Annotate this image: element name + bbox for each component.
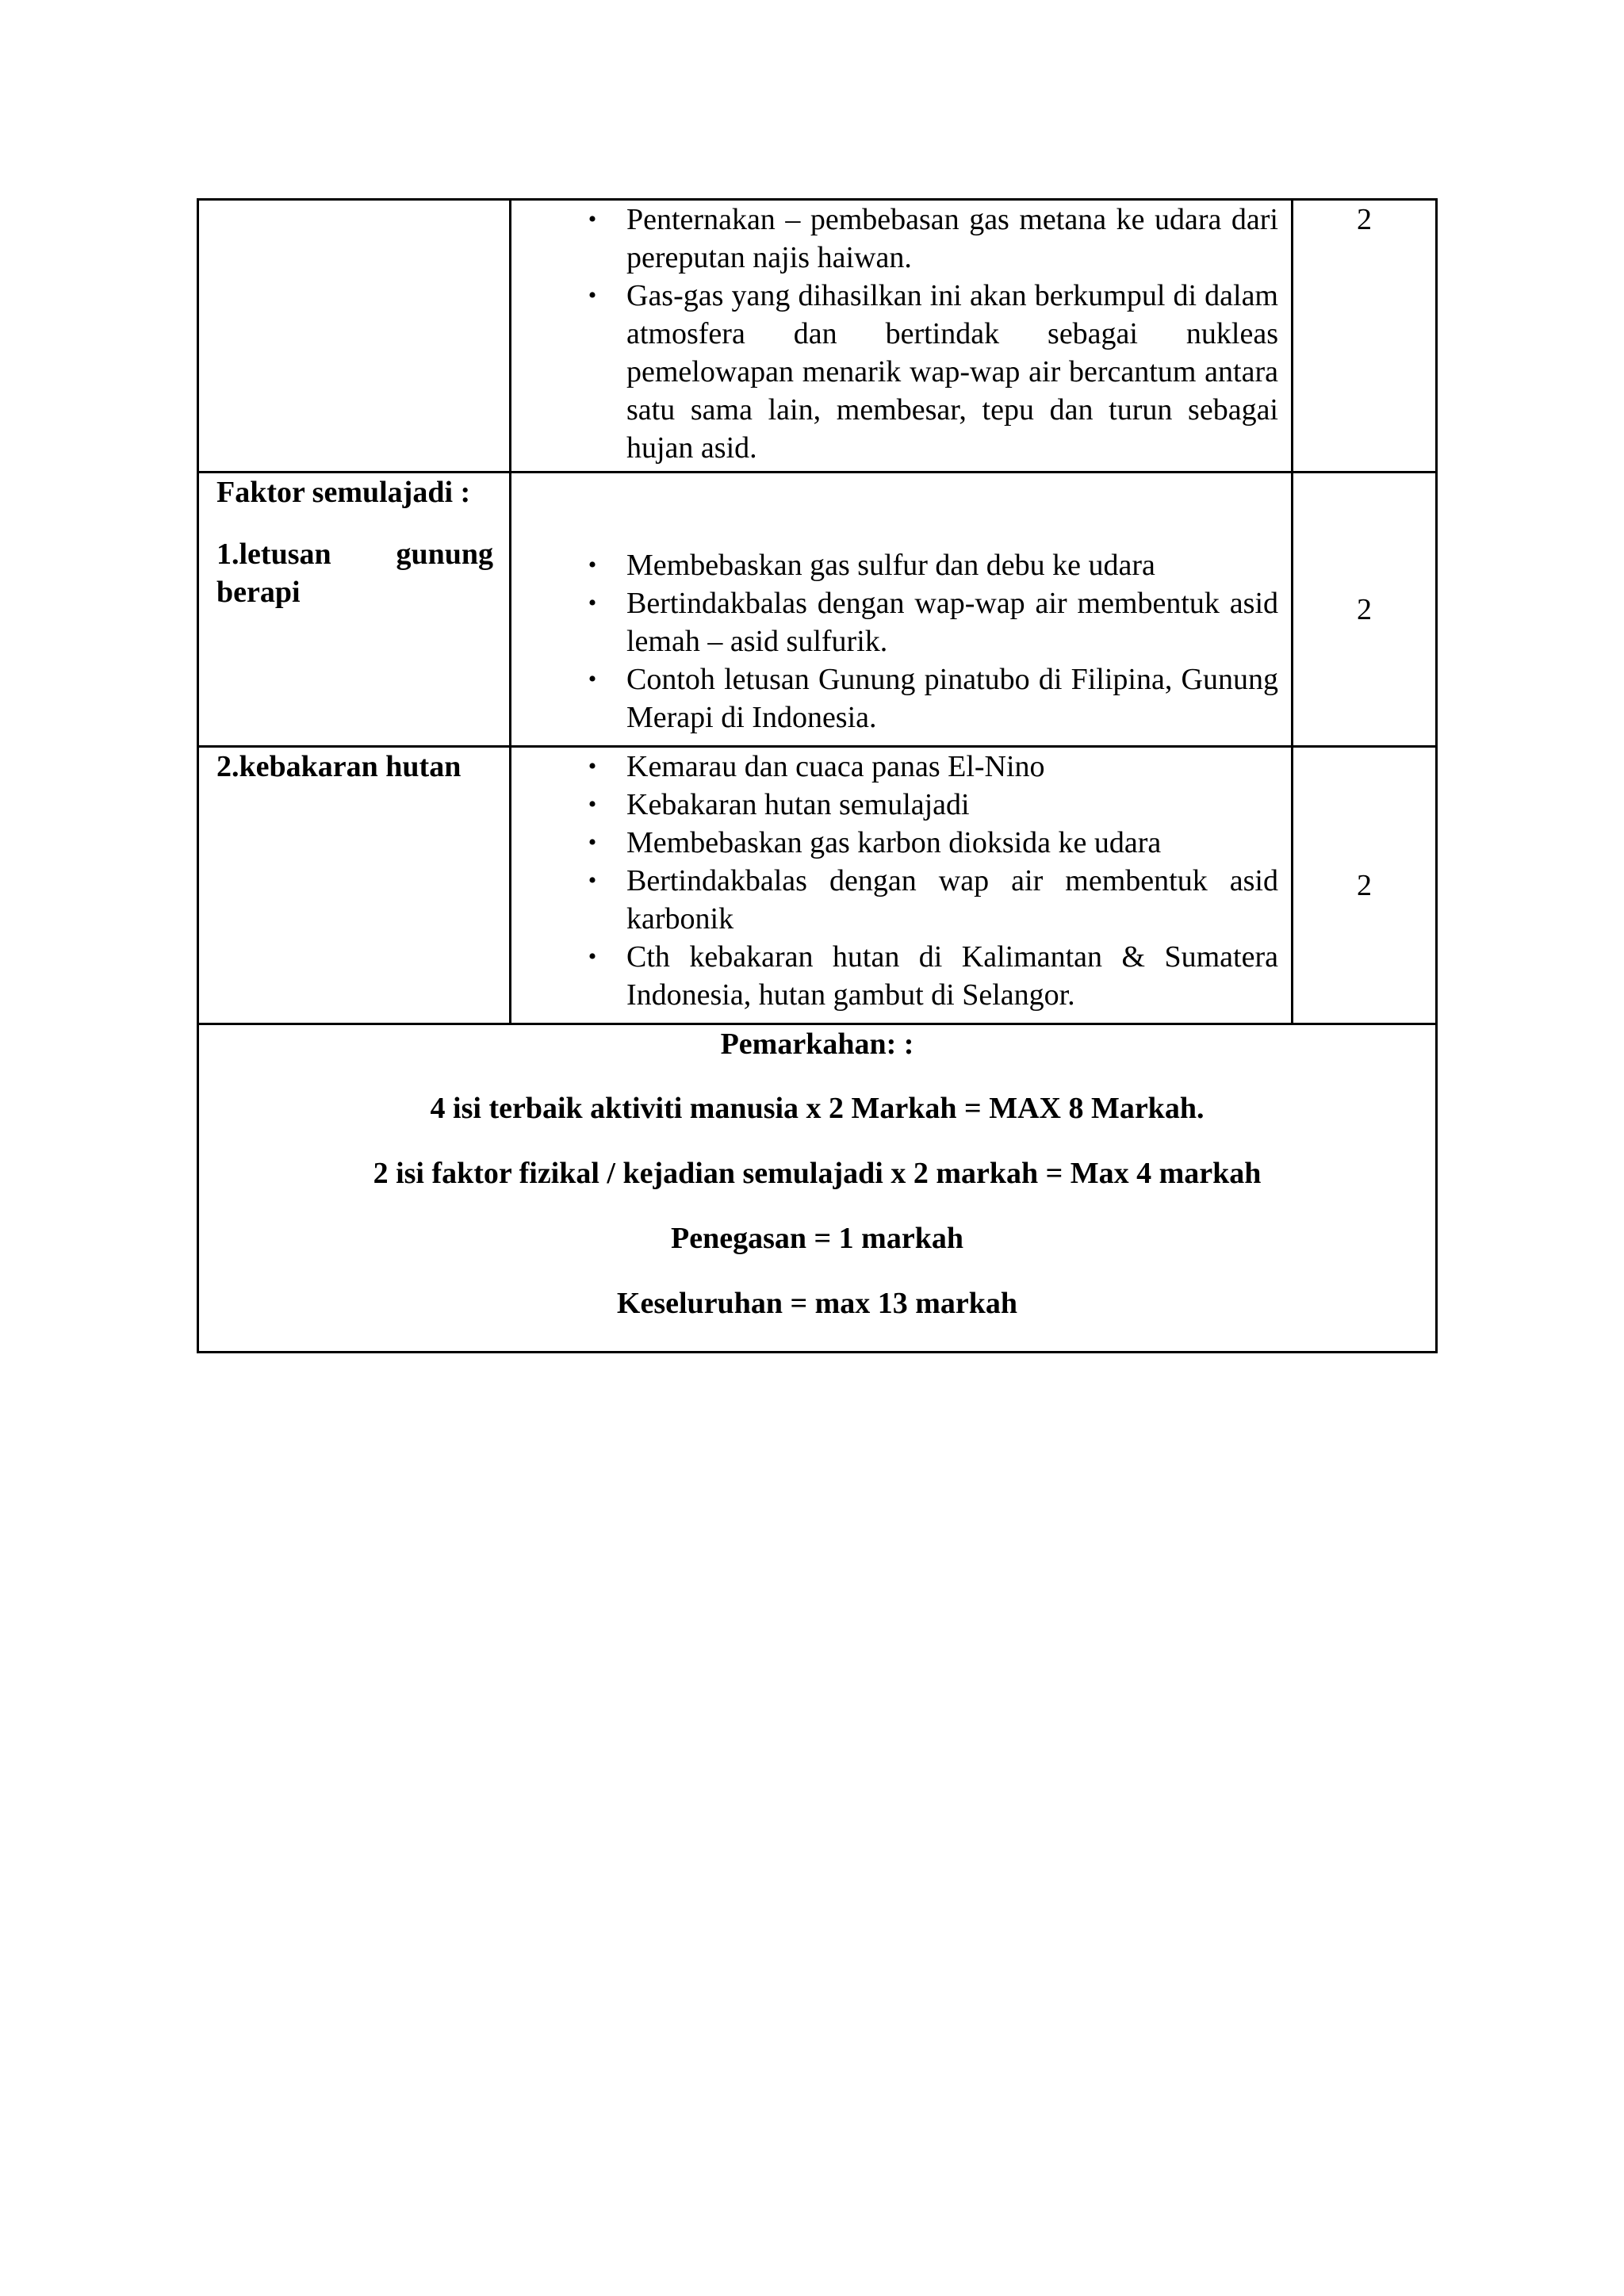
factor-label: 2.kebakaran hutan [216,750,462,783]
point-list [511,748,1291,1014]
summary-line: 4 isi terbaik aktiviti manusia x 2 Markah = MAX 8 Markah. [430,1092,1205,1125]
list-item [511,201,1278,277]
list-item [511,938,1278,1014]
point-text: Kebakaran hutan semulajadi [626,788,970,821]
table-row [198,747,1437,1024]
point-text: Bertindakbalas dengan wap-wap air membentuk asid lemah – asid sulfurik. [626,587,1278,658]
label-cell [198,473,511,747]
mark-value: 2 [1357,203,1372,236]
table-row [198,473,1437,747]
factor-label: 1.letusan gunung berapi [216,538,493,609]
bullet-icon: • [588,590,597,616]
summary-line: Penegasan = 1 markah [671,1222,963,1255]
point-list [511,201,1291,467]
marking-scheme-table [197,198,1438,1353]
point-text: Membebaskan gas karbon dioksida ke udara [626,826,1162,859]
points-cell [511,200,1293,473]
bullet-icon: • [588,282,597,308]
point-text: Penternakan – pembebasan gas metana ke udara dari pereputan najis haiwan. [626,203,1278,274]
point-list [511,546,1291,737]
mark-value: 2 [1357,868,1372,902]
label-cell [198,747,511,1024]
summary-line: Keseluruhan = max 13 markah [616,1287,1018,1320]
list-item [511,786,1278,824]
bullet-icon: • [588,829,597,855]
section-heading: Faktor semulajadi : [216,476,471,509]
point-text: Kemarau dan cuaca panas El-Nino [626,750,1045,783]
bullet-icon: • [588,791,597,817]
point-text: Bertindakbalas dengan wap air membentuk asid karbonik [626,864,1278,936]
list-item [511,748,1278,786]
list-item [511,862,1278,938]
summary-line: 2 isi faktor fizikal / kejadian semulajadi x 2 markah = Max 4 markah [373,1157,1262,1190]
bullet-icon: • [588,552,597,578]
list-item [511,277,1278,467]
summary-title: Pemarkahan: : [720,1027,914,1061]
bullet-icon: • [588,666,597,692]
table-row [198,200,1437,473]
mark-cell [1293,473,1437,747]
summary-cell [198,1024,1437,1353]
bullet-icon: • [588,753,597,779]
label-cell-empty [198,200,511,473]
bullet-icon: • [588,867,597,894]
point-text: Membebaskan gas sulfur dan debu ke udara [626,549,1155,582]
point-text: Gas-gas yang dihasilkan ini akan berkumpul di dalam atmosfera dan bertindak sebagai nukleas pemelowapan menarik wap-wap air bercantum antara satu sama lain, membesar, tepu dan turun sebagai hujan asid. [626,279,1278,465]
mark-cell [1293,200,1437,473]
list-item [511,584,1278,660]
summary-row [198,1024,1437,1353]
points-cell [511,473,1293,747]
list-item [511,546,1278,584]
mark-cell [1293,747,1437,1024]
list-item [511,824,1278,862]
points-cell [511,747,1293,1024]
list-item [511,660,1278,737]
mark-value: 2 [1357,592,1372,626]
bullet-icon: • [588,943,597,970]
point-text: Contoh letusan Gunung pinatubo di Filipina, Gunung Merapi di Indonesia. [626,663,1278,734]
point-text: Cth kebakaran hutan di Kalimantan & Sumatera Indonesia, hutan gambut di Selangor. [626,940,1278,1012]
bullet-icon: • [588,206,597,232]
